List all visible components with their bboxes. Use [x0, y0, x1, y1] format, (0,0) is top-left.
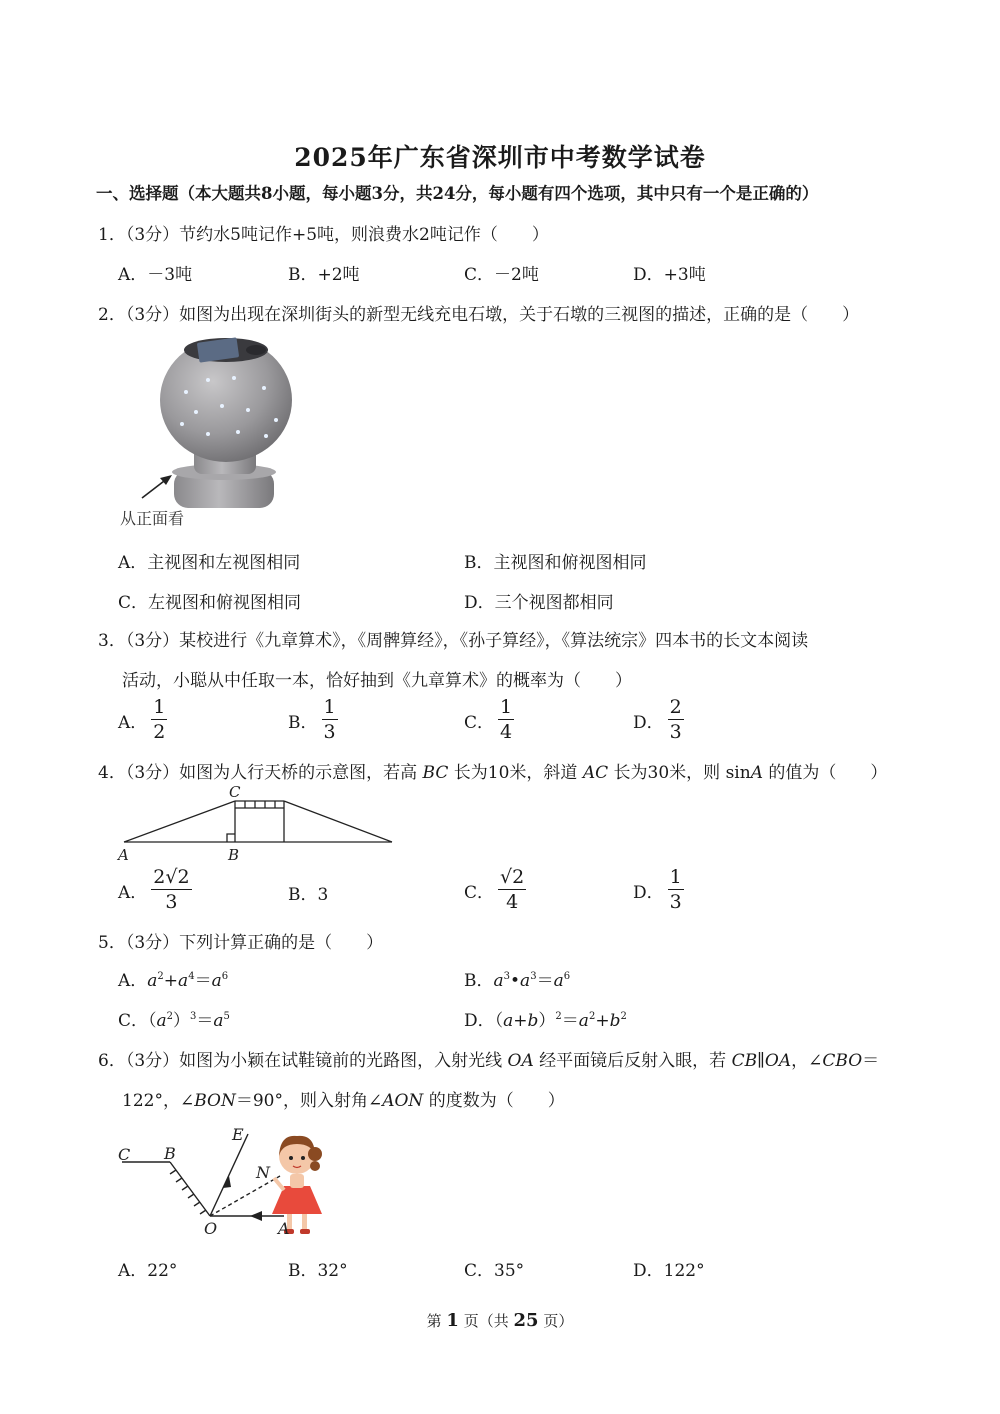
numerator: 1 — [153, 696, 166, 718]
stem-text: 122°，∠ — [122, 1091, 195, 1111]
figure-caption-front-view: 从正面看 — [120, 509, 185, 528]
right-angle-mark — [227, 834, 235, 842]
q3-option-d — [633, 698, 684, 742]
q5-option-a: A．$a^2+a^4=a^6$ — [118, 971, 229, 991]
fraction — [322, 698, 338, 742]
ramp-right — [284, 801, 392, 842]
stem-text: 的度数为（ ） — [423, 1091, 565, 1111]
q5-option-b: B．$a^3•a^3=a^6$ — [464, 971, 571, 991]
option-label: C． — [464, 712, 495, 733]
q6-option-a: A．22° — [118, 1261, 178, 1281]
math: a — [503, 1011, 514, 1031]
label-n: N — [256, 1163, 270, 1182]
q3-option-b — [288, 698, 338, 742]
numerator: 1 — [500, 696, 513, 718]
q1-option-d: D．+3吨 — [633, 265, 706, 285]
stem-text: ＝90°，则入射角∠ — [235, 1091, 383, 1111]
question-6-stem-line1 — [98, 1046, 879, 1071]
stem-text: ，∠ — [791, 1051, 823, 1071]
q4-option-b: B．3 — [288, 885, 329, 905]
q3-option-c — [464, 698, 514, 742]
segment-ac: AC — [582, 763, 609, 783]
label-a: A — [278, 1219, 290, 1238]
option-label: D． — [633, 882, 664, 903]
fraction — [151, 868, 191, 912]
page-number: 1 — [446, 1310, 459, 1331]
q2-option-b: B．主视图和俯视图相同 — [464, 553, 647, 573]
stem-text: 长为30米，则 sin — [608, 763, 751, 783]
stem-text: 的值为（ ） — [762, 763, 888, 783]
denominator: 3 — [669, 721, 682, 743]
label-b: B — [164, 1144, 176, 1163]
q5-option-d: D．$(a+b)^2=a^2+b^2$ — [464, 1011, 627, 1031]
light-path-diagram — [112, 1116, 342, 1244]
denominator: 4 — [506, 891, 519, 913]
question-1-stem: 1．（3分）节约水5吨记作+5吨，则浪费水2吨记作（ ） — [98, 225, 549, 245]
q5-option-c: C．$(a^2)^3=a^5$ — [118, 1011, 230, 1031]
stem-text: 4．（3分）如图为人行天桥的示意图，若高 — [98, 763, 423, 783]
label-b: B — [228, 846, 240, 864]
option-label: D． — [464, 1011, 495, 1031]
option-label: B． — [464, 971, 494, 991]
stem-text: 长为10米，斜道 — [448, 763, 583, 783]
denominator: 3 — [323, 721, 336, 743]
denominator: 2 — [153, 721, 166, 743]
normal-on — [210, 1176, 280, 1216]
option-label: A． — [118, 971, 148, 991]
question-2-stem: 2．（3分）如图为出现在深圳街头的新型无线充电石墩，关于石墩的三视图的描述，正确的是（ ） — [98, 305, 860, 325]
q4-option-a — [118, 868, 192, 912]
numerator: 2 — [669, 696, 682, 718]
label-e: E — [232, 1125, 244, 1144]
page-title: 2025年广东省深圳市中考数学试卷 — [294, 143, 706, 172]
q1-option-a: A．－3吨 — [118, 265, 193, 285]
q2-option-a: A．主视图和左视图相同 — [118, 553, 301, 573]
q1-option-b: B．+2吨 — [288, 265, 360, 285]
denominator: 3 — [669, 891, 682, 913]
charging-stone-figure — [116, 330, 296, 530]
math: a — [156, 1011, 167, 1031]
numerator: √2 — [500, 866, 525, 888]
fraction — [498, 698, 514, 742]
q6-option-d: D．122° — [633, 1261, 705, 1281]
q2-option-d: D．三个视图都相同 — [464, 593, 614, 613]
angle-bon: BON — [194, 1091, 236, 1111]
q4-option-d — [633, 868, 684, 912]
q2-option-c: C．左视图和俯视图相同 — [118, 593, 302, 613]
denominator: 4 — [500, 721, 513, 743]
footer-text: 第 — [426, 1312, 442, 1330]
fraction — [668, 868, 684, 912]
angle-a: A — [750, 763, 763, 783]
denominator: 3 — [165, 891, 178, 913]
footer-text: 页（共 — [463, 1312, 509, 1330]
question-3-stem-line1: 3．（3分）某校进行《九章算术》，《周髀算经》，《孙子算经》，《算法统宗》四本书的长文本阅读 — [98, 631, 809, 651]
math: a — [493, 971, 504, 991]
label-a: A — [118, 846, 129, 864]
q6-option-b: B．32° — [288, 1261, 348, 1281]
page-footer — [0, 1310, 1000, 1331]
numerator: 1 — [323, 696, 336, 718]
bridge-diagram — [112, 780, 402, 865]
q1-option-c: C．－2吨 — [464, 265, 539, 285]
section-heading: 一、选择题（本大题共8小题，每小题3分，共24分，每小题有四个选项，其中只有一个是正确的） — [96, 184, 819, 203]
label-c: C — [118, 1145, 131, 1164]
label-c: C — [229, 783, 241, 801]
q6-option-c: C．35° — [464, 1261, 525, 1281]
fraction — [151, 698, 167, 742]
label-o: O — [204, 1219, 218, 1238]
option-label: D． — [633, 712, 664, 733]
math: a — [147, 971, 158, 991]
option-label: A． — [118, 882, 148, 903]
stem-text: 经平面镜后反射入眼，若 — [533, 1051, 732, 1071]
angle-cbo: CBO — [822, 1051, 863, 1071]
ray-oa: OA — [507, 1051, 534, 1071]
option-label: A． — [118, 712, 148, 733]
stem-text: 6．（3分）如图为小颖在试鞋镜前的光路图，入射光线 — [98, 1051, 508, 1071]
q4-option-c — [464, 868, 526, 912]
question-3-stem-line2: 活动，小聪从中任取一本，恰好抽到《九章算术》的概率为（ ） — [122, 671, 632, 691]
total-pages: 25 — [513, 1310, 539, 1331]
arrow-left — [250, 1211, 262, 1221]
option-label: C． — [464, 882, 495, 903]
option-label: B． — [288, 712, 318, 733]
fraction — [668, 698, 684, 742]
question-5-stem: 5．（3分）下列计算正确的是（ ） — [98, 933, 384, 953]
ramp-ac — [124, 801, 235, 842]
reflected-ray-oe — [210, 1134, 248, 1216]
option-label: C． — [118, 1011, 149, 1031]
footer-text: 页） — [543, 1312, 574, 1330]
parallel-condition: CB∥OA — [731, 1051, 792, 1071]
numerator: 1 — [669, 866, 682, 888]
angle-aon: AON — [382, 1091, 424, 1111]
segment-bc: BC — [422, 763, 449, 783]
question-6-stem-line2 — [122, 1086, 565, 1111]
stem-text: ＝ — [862, 1051, 880, 1071]
numerator: 2√2 — [153, 866, 190, 888]
q3-option-a — [118, 698, 167, 742]
fraction — [498, 868, 526, 912]
